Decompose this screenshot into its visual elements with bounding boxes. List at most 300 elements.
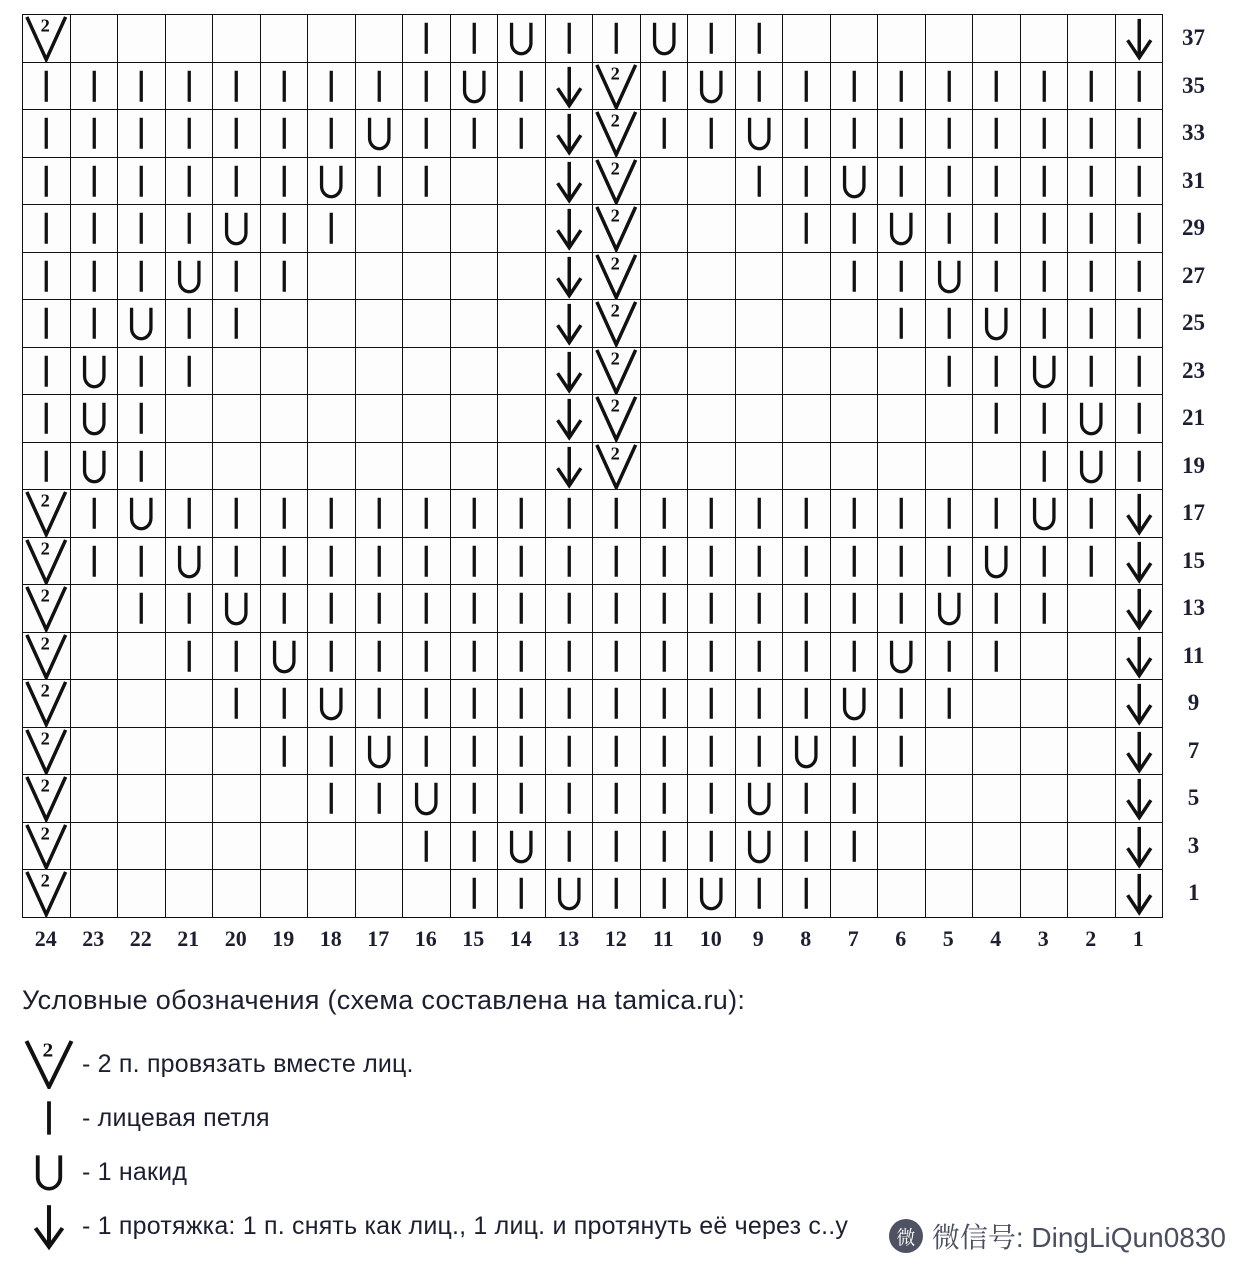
knit-icon: [593, 15, 640, 62]
knit-icon: [261, 63, 308, 110]
chart-cell-knit-stitch: [498, 680, 546, 728]
chart-cell-knit-stitch: [23, 395, 71, 443]
chart-cell-empty: [450, 347, 498, 395]
chart-cell-knit-stitch: [1115, 442, 1163, 490]
row-number-label: 7: [1187, 737, 1200, 763]
chart-cell-empty: [260, 300, 308, 348]
chart-row: [23, 252, 1225, 300]
knit-icon: [451, 15, 498, 62]
knit-icon: [71, 205, 118, 252]
chart-cell-knit-stitch: [783, 157, 831, 205]
knit-icon: [641, 823, 688, 870]
chart-cell-empty: [688, 157, 736, 205]
chart-cell-empty: [118, 15, 166, 63]
knit-icon: [593, 823, 640, 870]
chart-cell-knit-stitch: [23, 205, 71, 253]
chart-cell-empty: [1020, 775, 1068, 823]
knit-icon: [23, 253, 70, 300]
chart-cell-knit-stitch: [450, 490, 498, 538]
knit-icon: [831, 490, 878, 537]
chart-cell-knit-stitch: [593, 537, 641, 585]
chart-cell-knit-stitch: [1020, 252, 1068, 300]
chart-cell-knit-stitch: [640, 110, 688, 158]
chart-cell-knit-stitch: [403, 110, 451, 158]
chart-cell-knit-stitch: [688, 632, 736, 680]
knit-icon: [688, 680, 735, 727]
chart-cell-knit-stitch: [118, 395, 166, 443]
chart-cell-knit-stitch: [735, 870, 783, 918]
knit-icon: [973, 395, 1020, 442]
chart-cell-knit-stitch: [260, 537, 308, 585]
chart-cell-empty: [403, 300, 451, 348]
chart-cell-knit-stitch: [688, 490, 736, 538]
chart-cell-empty: [830, 15, 878, 63]
chart-cell-knit-stitch: [308, 632, 356, 680]
chart-cell-knit-stitch: [973, 347, 1021, 395]
column-number-label: 4: [990, 925, 1002, 951]
chart-grid-area: [0, 14, 1240, 960]
knit-icon: [641, 633, 688, 680]
knit-icon: [546, 823, 593, 870]
chart-cell-knit-stitch: [783, 62, 831, 110]
row-number-label: 5: [1187, 785, 1200, 811]
chart-cell-knit-stitch: [830, 822, 878, 870]
chart-cell-empty: [1068, 775, 1116, 823]
chart-cell-empty: [735, 205, 783, 253]
column-number-label: 12: [604, 925, 627, 951]
k2tog-icon: [593, 395, 640, 442]
chart-cell-empty: [498, 347, 546, 395]
ssk-arrow-icon: [1116, 538, 1163, 585]
chart-cell-ssk-decrease: [1115, 870, 1163, 918]
knit-icon: [213, 680, 260, 727]
yarn-over-icon: [261, 633, 308, 680]
svg-text:2: 2: [40, 537, 50, 558]
chart-cell-empty: [70, 632, 118, 680]
chart-cell-knit-stitch: [308, 205, 356, 253]
chart-cell-knit-stitch: [640, 632, 688, 680]
chart-cell-knit-stitch: [118, 62, 166, 110]
chart-cell-knit-stitch: [498, 727, 546, 775]
knit-icon: [403, 490, 450, 537]
knit-icon: [831, 63, 878, 110]
chart-cell-knit-stitch: [1068, 110, 1116, 158]
yarn-over-icon: [831, 680, 878, 727]
chart-cell-knit-stitch: [925, 680, 973, 728]
chart-cell-knit-stitch: [688, 775, 736, 823]
ssk-arrow-icon: [1116, 728, 1163, 775]
chart-cell-empty: [355, 442, 403, 490]
knit-icon: [308, 633, 355, 680]
ssk-arrow-icon: [1116, 680, 1163, 727]
chart-cell-knit-stitch: [783, 632, 831, 680]
chart-cell-yarn-over: [735, 110, 783, 158]
chart-cell-empty: [498, 205, 546, 253]
chart-cell-knit-stitch: [213, 252, 261, 300]
knit-icon: [878, 538, 925, 585]
chart-cell-knit-stitch: [1068, 62, 1116, 110]
legend: [22, 985, 1222, 1254]
chart-cell-ssk-decrease: [1115, 822, 1163, 870]
knit-icon: [451, 823, 498, 870]
column-number-label: 15: [462, 925, 485, 951]
knit-icon: [736, 490, 783, 537]
knit-icon: [23, 300, 70, 347]
ssk-arrow-icon: [1116, 585, 1163, 632]
chart-cell-knit-stitch: [355, 680, 403, 728]
chart-cell-ssk-decrease: [1115, 585, 1163, 633]
chart-cell-knit-stitch: [735, 537, 783, 585]
chart-cell-k2tog-decrease: [23, 632, 71, 680]
knit-icon: [1068, 538, 1115, 585]
knit-icon: [1068, 300, 1115, 347]
chart-cell-empty: [213, 775, 261, 823]
knit-icon: [1021, 158, 1068, 205]
chart-cell-k2tog-decrease: [23, 490, 71, 538]
chart-cell-k2tog-decrease: [593, 110, 641, 158]
chart-cell-knit-stitch: [973, 252, 1021, 300]
yarn-over-icon: [308, 680, 355, 727]
chart-cell-knit-stitch: [973, 110, 1021, 158]
chart-cell-knit-stitch: [118, 157, 166, 205]
chart-cell-knit-stitch: [593, 15, 641, 63]
row-number-label: 31: [1182, 167, 1205, 193]
yarn-over-icon: [926, 253, 973, 300]
chart-cell-empty: [165, 395, 213, 443]
chart-cell-yarn-over: [1068, 442, 1116, 490]
knit-icon: [1021, 395, 1068, 442]
column-number-label: 14: [509, 925, 532, 951]
chart-cell-knit-stitch: [688, 822, 736, 870]
chart-cell-ssk-decrease: [545, 395, 593, 443]
row-number-label: 15: [1182, 547, 1205, 573]
knit-icon: [736, 63, 783, 110]
chart-cell-knit-stitch: [260, 62, 308, 110]
chart-cell-knit-stitch: [498, 775, 546, 823]
knit-icon: [451, 775, 498, 822]
chart-cell-knit-stitch: [165, 632, 213, 680]
knit-icon: [451, 633, 498, 680]
row-number-label: 29: [1182, 215, 1205, 241]
chart-cell-yarn-over: [70, 442, 118, 490]
chart-cell-knit-stitch: [593, 775, 641, 823]
chart-cell-knit-stitch: [688, 15, 736, 63]
knit-icon: [783, 538, 830, 585]
chart-cell-empty: [355, 395, 403, 443]
knit-icon: [973, 348, 1020, 395]
knit-icon: [783, 490, 830, 537]
chart-row: [23, 632, 1225, 680]
knit-icon: [71, 110, 118, 157]
chart-cell-knit-stitch: [118, 205, 166, 253]
knit-icon: [213, 63, 260, 110]
knit-icon: [71, 63, 118, 110]
chart-cell-knit-stitch: [498, 870, 546, 918]
chart-cell-ssk-decrease: [1115, 775, 1163, 823]
chart-cell-empty: [830, 442, 878, 490]
row-number-label: 17: [1182, 500, 1205, 526]
knit-icon: [831, 538, 878, 585]
knit-icon: [261, 205, 308, 252]
knit-icon: [688, 490, 735, 537]
knit-icon: [118, 443, 165, 490]
chart-cell-empty: [355, 300, 403, 348]
knit-icon: [783, 775, 830, 822]
chart-cell-empty: [973, 822, 1021, 870]
chart-cell-knit-stitch: [593, 680, 641, 728]
chart-cell-knit-stitch: [308, 62, 356, 110]
knit-icon: [118, 63, 165, 110]
yarn-over-icon: [166, 538, 213, 585]
chart-cell-empty: [308, 822, 356, 870]
knit-icon: [878, 728, 925, 775]
chart-row: [23, 347, 1225, 395]
chart-cell-knit-stitch: [735, 680, 783, 728]
chart-cell-empty: [925, 727, 973, 775]
ssk-arrow-icon: [1116, 870, 1163, 917]
chart-cell-empty: [260, 822, 308, 870]
chart-cell-knit-stitch: [925, 300, 973, 348]
chart-row: [23, 490, 1225, 538]
chart-cell-knit-stitch: [545, 537, 593, 585]
knit-icon: [831, 823, 878, 870]
chart-cell-yarn-over: [450, 62, 498, 110]
chart-cell-knit-stitch: [1068, 490, 1116, 538]
chart-cell-knit-stitch: [973, 157, 1021, 205]
chart-cell-knit-stitch: [450, 585, 498, 633]
chart-cell-yarn-over: [118, 490, 166, 538]
chart-cell-ssk-decrease: [1115, 15, 1163, 63]
chart-cell-knit-stitch: [593, 727, 641, 775]
knit-icon: [1116, 443, 1163, 490]
chart-cell-knit-stitch: [118, 252, 166, 300]
chart-cell-empty: [1068, 822, 1116, 870]
chart-cell-empty: [1068, 585, 1116, 633]
chart-cell-yarn-over: [1020, 347, 1068, 395]
yarn-over-icon: [1068, 395, 1115, 442]
knit-icon: [308, 490, 355, 537]
chart-cell-knit-stitch: [70, 537, 118, 585]
knit-icon: [688, 823, 735, 870]
chart-cell-knit-stitch: [355, 62, 403, 110]
knit-icon: [498, 538, 545, 585]
knit-icon: [356, 490, 403, 537]
chart-cell-knit-stitch: [1020, 205, 1068, 253]
chart-cell-knit-stitch: [118, 585, 166, 633]
knit-icon: [593, 680, 640, 727]
knit-icon: [593, 490, 640, 537]
chart-row: [23, 680, 1225, 728]
knit-icon: [831, 728, 878, 775]
chart-cell-empty: [973, 775, 1021, 823]
knit-icon: [71, 158, 118, 205]
chart-cell-empty: [688, 300, 736, 348]
knit-icon: [546, 585, 593, 632]
knit-icon: [831, 633, 878, 680]
chart-cell-knit-stitch: [260, 205, 308, 253]
chart-cell-knit-stitch: [925, 205, 973, 253]
chart-cell-knit-stitch: [70, 252, 118, 300]
chart-cell-ssk-decrease: [1115, 632, 1163, 680]
knit-icon: [1116, 253, 1163, 300]
chart-cell-knit-stitch: [1020, 395, 1068, 443]
knit-icon: [213, 158, 260, 205]
yarn-over-icon: [71, 348, 118, 395]
chart-cell-knit-stitch: [1115, 395, 1163, 443]
knit-icon: [783, 870, 830, 917]
legend-ssk-decrease-icon: [22, 1201, 76, 1251]
chart-cell-empty: [1020, 870, 1068, 918]
knit-icon: [118, 253, 165, 300]
knit-icon: [688, 775, 735, 822]
knit-icon: [688, 538, 735, 585]
knit-icon: [783, 158, 830, 205]
chart-cell-empty: [213, 395, 261, 443]
chart-cell-knit-stitch: [118, 537, 166, 585]
chart-cell-empty: [355, 822, 403, 870]
svg-text:2: 2: [610, 205, 620, 226]
knit-icon: [71, 538, 118, 585]
chart-cell-knit-stitch: [450, 727, 498, 775]
chart-cell-knit-stitch: [783, 822, 831, 870]
chart-cell-yarn-over: [213, 585, 261, 633]
knit-icon: [356, 633, 403, 680]
knit-icon: [546, 728, 593, 775]
chart-cell-empty: [70, 870, 118, 918]
chart-cell-yarn-over: [165, 537, 213, 585]
knit-icon: [878, 63, 925, 110]
knit-icon: [641, 870, 688, 917]
chart-cell-empty: [308, 300, 356, 348]
chart-cell-knit-stitch: [355, 157, 403, 205]
column-number-label: 16: [414, 925, 437, 951]
chart-cell-knit-stitch: [545, 490, 593, 538]
column-number-label: 11: [652, 925, 674, 951]
knit-icon: [213, 110, 260, 157]
knit-icon: [498, 680, 545, 727]
knit-icon: [213, 538, 260, 585]
knit-icon: [451, 728, 498, 775]
chart-row: [23, 727, 1225, 775]
chart-cell-knit-stitch: [450, 680, 498, 728]
chart-cell-empty: [403, 870, 451, 918]
chart-cell-yarn-over: [640, 15, 688, 63]
ssk-arrow-icon: [1116, 775, 1163, 822]
chart-cell-empty: [450, 300, 498, 348]
knit-icon: [261, 490, 308, 537]
chart-cell-knit-stitch: [735, 157, 783, 205]
knit-icon: [261, 110, 308, 157]
column-number-label: 9: [752, 925, 764, 951]
chart-cell-knit-stitch: [688, 585, 736, 633]
column-number-label: 5: [942, 925, 954, 951]
chart-cell-empty: [213, 15, 261, 63]
chart-cell-k2tog-decrease: [23, 585, 71, 633]
legend-item-text: - 2 п. провязать вместе лиц.: [82, 1049, 414, 1078]
chart-cell-knit-stitch: [783, 870, 831, 918]
chart-cell-knit-stitch: [878, 490, 926, 538]
knit-icon: [1116, 300, 1163, 347]
knit-icon: [356, 158, 403, 205]
column-number-label: 8: [800, 925, 812, 951]
knit-icon: [641, 585, 688, 632]
chart-cell-knit-stitch: [403, 537, 451, 585]
chart-cell-knit-stitch: [165, 490, 213, 538]
chart-cell-empty: [70, 585, 118, 633]
knit-icon: [593, 585, 640, 632]
knit-icon: [1021, 538, 1068, 585]
chart-cell-empty: [688, 442, 736, 490]
chart-cell-empty: [308, 442, 356, 490]
chart-cell-ssk-decrease: [1115, 680, 1163, 728]
chart-cell-knit-stitch: [593, 490, 641, 538]
chart-cell-knit-stitch: [403, 680, 451, 728]
knit-icon: [926, 490, 973, 537]
knit-icon: [498, 633, 545, 680]
legend-title: Условные обозначения (схема составлена на tamica.ru):: [22, 985, 746, 1015]
knit-icon: [451, 110, 498, 157]
ssk-arrow-icon: [1116, 823, 1163, 870]
knit-icon: [118, 585, 165, 632]
column-number-label: 17: [367, 925, 390, 951]
chart-cell-knit-stitch: [498, 62, 546, 110]
knit-icon: [118, 348, 165, 395]
column-number-label: 21: [177, 925, 200, 951]
knit-icon: [1021, 63, 1068, 110]
chart-cell-knit-stitch: [260, 490, 308, 538]
knit-icon: [736, 633, 783, 680]
chart-cell-knit-stitch: [403, 585, 451, 633]
yarn-over-icon: [688, 870, 735, 917]
ssk-arrow-icon: [546, 253, 593, 300]
knit-icon: [118, 158, 165, 205]
knit-icon: [1116, 63, 1163, 110]
chart-cell-knit-stitch: [925, 62, 973, 110]
chart-cell-knit-stitch: [260, 110, 308, 158]
knit-icon: [641, 110, 688, 157]
knit-icon: [213, 490, 260, 537]
chart-cell-yarn-over: [735, 775, 783, 823]
knit-icon: [688, 585, 735, 632]
chart-cell-yarn-over: [355, 727, 403, 775]
knit-icon: [926, 300, 973, 347]
chart-cell-k2tog-decrease: [593, 442, 641, 490]
watermark: [889, 1216, 1226, 1256]
knit-icon: [498, 775, 545, 822]
knit-icon: [451, 870, 498, 917]
chart-cell-knit-stitch: [308, 775, 356, 823]
chart-cell-empty: [878, 870, 926, 918]
chart-cell-empty: [830, 870, 878, 918]
chart-cell-knit-stitch: [355, 490, 403, 538]
chart-cell-empty: [308, 252, 356, 300]
chart-cell-empty: [878, 347, 926, 395]
knit-icon: [736, 158, 783, 205]
knit-icon: [118, 395, 165, 442]
knit-icon: [1021, 253, 1068, 300]
knit-icon: [1068, 490, 1115, 537]
chart-cell-yarn-over: [308, 680, 356, 728]
column-number-label: 2: [1085, 925, 1097, 951]
column-number-label: 23: [82, 925, 105, 951]
chart-cell-knit-stitch: [640, 490, 688, 538]
chart-cell-knit-stitch: [308, 490, 356, 538]
yarn-over-icon: [356, 728, 403, 775]
chart-cell-yarn-over: [925, 252, 973, 300]
chart-cell-empty: [878, 775, 926, 823]
chart-cell-yarn-over: [973, 300, 1021, 348]
chart-cell-knit-stitch: [1020, 585, 1068, 633]
